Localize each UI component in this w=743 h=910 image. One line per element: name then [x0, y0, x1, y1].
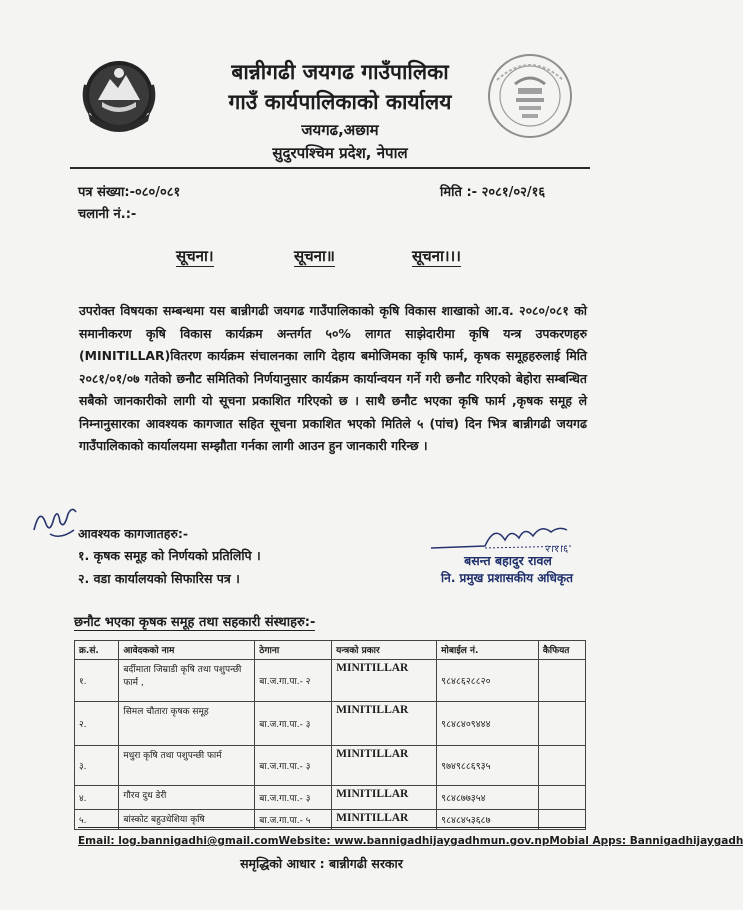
table-header-row — [75, 641, 586, 660]
cell-remarks — [538, 786, 585, 810]
cell-serial: ५. — [75, 810, 119, 830]
cell-equipment: MINITILLAR — [332, 702, 437, 746]
cell-applicant: बर्दीमाता जिम्राडी कृषि तथा पशुपन्छी फार्म , — [119, 660, 255, 702]
table-row — [75, 786, 586, 810]
footer-divider — [78, 827, 586, 828]
cell-serial: १. — [75, 660, 119, 702]
cell-remarks — [538, 660, 585, 702]
notice-body: उपरोक्त विषयका सम्बन्धमा यस बान्नीगढी जयगढ गाउँपालिकाको कृषि विकास शाखाको आ.व. २०८०/०८१ को समानीकरण कृषि विकास कार्यक्रम अन्तर्गत ५०% लागत साझेदारीमा कृषि यन्त्र उपकरणहरु (MINITILLAR)वितरण कार्यक्रम संचालनका लागि देहाय बमोजिमका कृषि फार्म, कृषक समूहहरुलाई मिति २०८१/०१/०७ गतेको छनौट समितिको निर्णयानुसार कार्यक्रम कार्यान्वयन गर्ने गरी छनौट गरिएको बेहोरा सम्बन्धित सबैको जानकारीको लागी यो सूचना प्रकाशित गरिएको छ । साथै छनौट भएका कृषि फार्म ,कृषक समूह ले निम्नानुसारका आवश्यक कागजात सहित सूचना प्रकाशित भएको मितिले ५ (पांच) दिन भित्र बान्नीगढी जयगढ गाउँपालिकाको कार्यालयमा सम्झौता गर्नका लागी आउन हुन जानकारी गरिन्छ । — [79, 303, 587, 453]
requirement-item: २. वडा कार्यालयको सिफारिस पत्र । — [78, 571, 240, 586]
cell-serial: ३. — [75, 746, 119, 786]
dispatch-number: चलानी नं.:- — [78, 207, 137, 222]
government-emblem-icon — [78, 55, 160, 137]
cell-address: बा.ज.गा.पा.- ५ — [255, 810, 332, 830]
cell-mobile: ९७४९८८६९३५ — [437, 746, 539, 786]
table-row — [75, 702, 586, 746]
letter-number: पत्र संख्या:-०८०/०८१ — [78, 185, 181, 200]
col-mobile: मोबाईल नं. — [437, 641, 539, 660]
cell-equipment: MINITILLAR — [332, 746, 437, 786]
selected-groups-table — [74, 640, 586, 830]
cell-mobile: ९८४८४०९४४४ — [437, 702, 539, 746]
cell-applicant: मधुरा कृषि तथा पशुपन्छी फार्म — [119, 746, 255, 786]
col-remarks: कैफियत — [538, 641, 585, 660]
notice-heading-3: सूचना।।। — [412, 247, 461, 265]
initial-signature — [30, 500, 84, 542]
office-name: गाउँ कार्यपालिकाको कार्यालय — [228, 90, 452, 114]
notice-heading-1: सूचना। — [176, 247, 214, 265]
official-seal-stamp — [485, 50, 575, 142]
footer-motto: समृद्धिको आधार : बान्नीगढी सरकार — [240, 856, 403, 871]
cell-equipment: MINITILLAR — [332, 786, 437, 810]
letter-date: मिति :- २०८१/०२/१६ — [440, 185, 546, 200]
officer-signature — [425, 520, 580, 556]
notice-heading-2: सूचना॥ — [294, 247, 335, 265]
office-location: जयगढ,अछाम — [301, 121, 379, 139]
col-applicant: आवेदकको नाम — [119, 641, 255, 660]
cell-address: बा.ज.गा.पा.- ३ — [255, 702, 332, 746]
cell-equipment: MINITILLAR — [332, 810, 437, 830]
header-divider — [70, 167, 590, 169]
province-name: सुदुरपश्चिम प्रदेश, नेपाल — [272, 144, 408, 162]
cell-mobile: ९८४८७७३५४ — [437, 786, 539, 810]
cell-mobile: ९८४८४५३६८७ — [437, 810, 539, 830]
requirements-title: आवश्यक कागजातहरु:- — [78, 526, 189, 541]
cell-address: बा.ज.गा.पा.- ३ — [255, 746, 332, 786]
officer-name: बसन्त बहादुर रावल — [464, 553, 552, 568]
cell-mobile: ९८४८६२८८२० — [437, 660, 539, 702]
municipality-name: बान्नीगढी जयगढ गाउँपालिका — [231, 60, 449, 84]
table-row — [75, 660, 586, 702]
cell-remarks — [538, 746, 585, 786]
col-serial: क्र.सं. — [75, 641, 119, 660]
cell-address: बा.ज.गा.पा.- ३ — [255, 786, 332, 810]
footer-contact-links[interactable]: Email: log.bannigadhi@gmail.comWebsite: www.bannigadhijaygadhmun.gov.npMobial Apps: Bannigadhijaygadh — [78, 835, 743, 847]
table-row — [75, 746, 586, 786]
cell-applicant: सिमल चौतारा कृषक समूह — [119, 702, 255, 746]
requirement-item: १. कृषक समूह को निर्णयको प्रतिलिपि । — [78, 548, 261, 563]
cell-applicant: गौरव दुध डेरी — [119, 786, 255, 810]
col-equipment: यन्त्रको प्रकार — [332, 641, 437, 660]
officer-role: नि. प्रमुख प्रशासकीय अधिकृत — [441, 571, 573, 585]
cell-applicant: बांस्कोट बहुउधेशिया कृषि — [119, 810, 255, 830]
selected-groups-title: छनौट भएका कृषक समूह तथा सहकारी संस्थाहरु:- — [74, 612, 315, 631]
cell-serial: ४. — [75, 786, 119, 810]
cell-address: बा.ज.गा.पा.- २ — [255, 660, 332, 702]
cell-remarks — [538, 702, 585, 746]
signature-date: २।१।६ — [545, 544, 569, 555]
col-address: ठेगाना — [255, 641, 332, 660]
cell-equipment: MINITILLAR — [332, 660, 437, 702]
cell-serial: २. — [75, 702, 119, 746]
